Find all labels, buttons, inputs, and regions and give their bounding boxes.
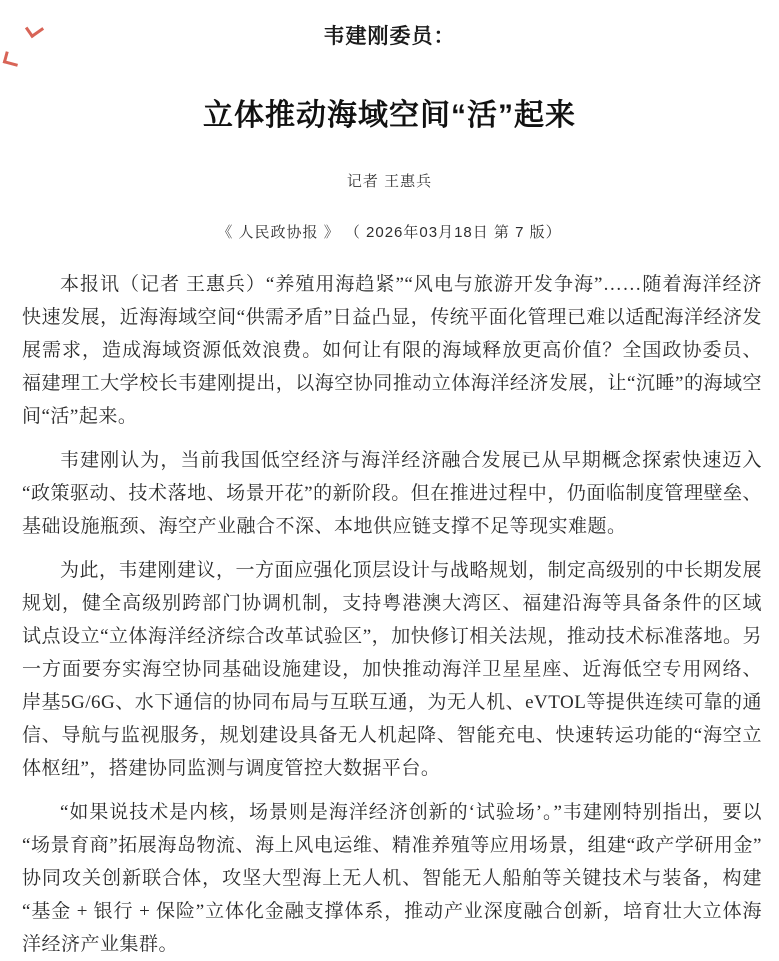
red-corner-mark-icon — [3, 51, 21, 66]
article-kicker: 韦建刚委员： — [323, 25, 456, 48]
article-paragraph-4: “如果说技术是内核，场景则是海洋经济创新的‘试验场’。”韦建刚特别指出，要以“场景育商”拓展海岛物流、海上风电运维、精准养殖等应用场景，组建“政产学研用金”协同攻关创新联合体，攻坚大型海上无人机、智能无人船舶等关键技术与装备，构建“基金 + 银行 + 保险”立体化金融支撑体系，推动产业深度融合创新，培育壮大立体海洋经济产业集群。 — [22, 802, 762, 955]
article-paragraph-2: 韦建刚认为，当前我国低空经济与海洋经济融合发展已从早期概念探索快速迈入“政策驱动、技术落地、场景开花”的新阶段。但在推进过程中，仍面临制度管理壁垒、基础设施瓶颈、海空产业融合不深、本地供应链支撑不足等现实难题。 — [22, 450, 762, 537]
article-byline: 记者 王惠兵 — [346, 173, 433, 190]
article-title: 立体推动海域空间“活”起来 — [203, 99, 576, 132]
article-paragraph-3: 为此，韦建刚建议，一方面应强化顶层设计与战略规划，制定高级别的中长期发展规划，健全高级别跨部门协调机制，支持粤港澳大湾区、福建沿海等具备条件的区域试点设立“立体海洋经济综合改革试验区”，加快修订相关法规，推动技术标准落地。另一方面要夯实海空协同基础设施建设，加快推动海洋卫星星座、近海低空专用网络、岸基5G/6G、水下通信的协同布局与互联互通，为无人机、eVTOL等提供连续可靠的通信、导航与监视服务，规划建设具备无人机起降、智能充电、快速转运功能的“海空立体枢纽”，搭建协同监测与调度管控大数据平台。 — [22, 560, 763, 779]
article-page — [0, 20, 779, 955]
article-body — [22, 268, 762, 961]
article-paragraph-1: 本报讯（记者 王惠兵）“养殖用海趋紧”“风电与旅游开发争海”……随着海洋经济快速发展，近海海域空间“供需矛盾”日益凸显，传统平面化管理已难以适配海洋经济发展需求，造成海域资源低效浪费。如何让有限的海域释放更高价值？全国政协委员、福建理工大学校长韦建刚提出，以海空协同推动立体海洋经济发展，让“沉睡”的海域空间“活”起来。 — [22, 274, 762, 427]
article-source-line: 《 人民政协报 》 （ 2026年03月18日 第 7 版） — [217, 224, 562, 241]
